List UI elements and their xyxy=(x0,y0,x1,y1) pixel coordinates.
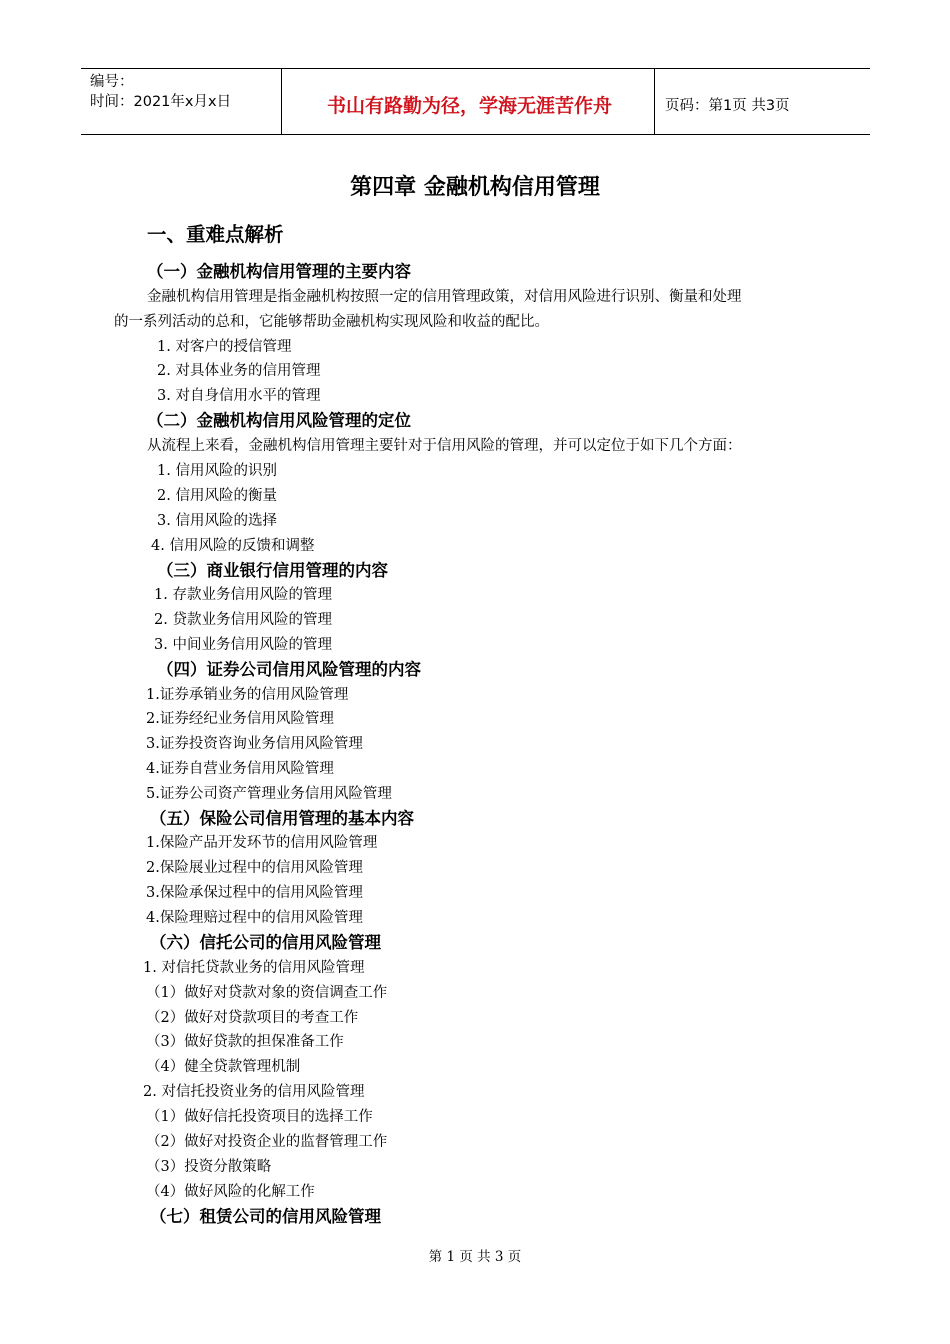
header-divider xyxy=(281,69,282,135)
subsection-heading: （二）金融机构信用风险管理的定位 xyxy=(147,411,411,430)
header-number-label: 编号： xyxy=(90,74,134,90)
list-item: 1. 对信托贷款业务的信用风险管理 xyxy=(143,960,365,976)
list-item: 4. 信用风险的反馈和调整 xyxy=(151,538,315,554)
paragraph-line: 从流程上来看，金融机构信用管理主要针对于信用风险的管理，并可以定位于如下几个方面： xyxy=(147,438,742,454)
subsection-heading: （一）金融机构信用管理的主要内容 xyxy=(147,262,411,281)
list-item: （4）健全贷款管理机制 xyxy=(146,1059,301,1075)
list-item: （3）做好贷款的担保准备工作 xyxy=(146,1034,344,1050)
subsection-heading: （五）保险公司信用管理的基本内容 xyxy=(150,809,414,828)
list-item: 1. 信用风险的识别 xyxy=(157,463,277,479)
list-item: （1）做好对贷款对象的资信调查工作 xyxy=(146,985,388,1001)
list-item: 1. 存款业务信用风险的管理 xyxy=(154,587,332,603)
chapter-title: 第四章 金融机构信用管理 xyxy=(350,175,600,200)
paragraph-line: 的一系列活动的总和，它能够帮助金融机构实现风险和收益的配比。 xyxy=(114,314,549,330)
header-page-info: 页码：第1页 共3页 xyxy=(665,98,790,114)
paragraph-line: 金融机构信用管理是指金融机构按照一定的信用管理政策，对信用风险进行识别、衡量和处理 xyxy=(147,289,742,305)
list-item: （4）做好风险的化解工作 xyxy=(146,1184,315,1200)
page-header xyxy=(81,68,870,135)
list-item: 2. 贷款业务信用风险的管理 xyxy=(154,612,332,628)
list-item: 2. 对信托投资业务的信用风险管理 xyxy=(143,1084,365,1100)
section-heading: 一、重难点解析 xyxy=(147,223,284,246)
header-motto: 书山有路勤为径，学海无涯苦作舟 xyxy=(326,95,612,117)
subsection-heading: （三）商业银行信用管理的内容 xyxy=(157,561,388,580)
list-item: 3. 中间业务信用风险的管理 xyxy=(154,637,332,653)
list-item: 3. 对自身信用水平的管理 xyxy=(157,388,321,404)
header-meta xyxy=(90,72,231,112)
list-item: 4.保险理赔过程中的信用风险管理 xyxy=(146,910,363,926)
list-item: 2. 对具体业务的信用管理 xyxy=(157,363,321,379)
list-item: 3. 信用风险的选择 xyxy=(157,513,277,529)
list-item: 3.证券投资咨询业务信用风险管理 xyxy=(146,736,363,752)
page-footer: 第 1 页 共 3 页 xyxy=(428,1249,522,1265)
list-item: （3）投资分散策略 xyxy=(146,1159,272,1175)
list-item: 1.证券承销业务的信用风险管理 xyxy=(146,687,349,703)
list-item: 1.保险产品开发环节的信用风险管理 xyxy=(146,835,378,851)
header-divider xyxy=(654,69,655,135)
list-item: 3.保险承保过程中的信用风险管理 xyxy=(146,885,363,901)
list-item: 2.证券经纪业务信用风险管理 xyxy=(146,711,334,727)
list-item: （2）做好对投资企业的监督管理工作 xyxy=(146,1134,388,1150)
subsection-heading: （六）信托公司的信用风险管理 xyxy=(150,933,381,952)
list-item: （2）做好对贷款项目的考查工作 xyxy=(146,1010,359,1026)
list-item: 4.证券自营业务信用风险管理 xyxy=(146,761,334,777)
subsection-heading: （七）租赁公司的信用风险管理 xyxy=(150,1207,381,1226)
header-time-label: 时间：2021年x月x日 xyxy=(90,94,232,110)
list-item: 1. 对客户的授信管理 xyxy=(157,339,292,355)
list-item: 5.证券公司资产管理业务信用风险管理 xyxy=(146,786,392,802)
list-item: 2.保险展业过程中的信用风险管理 xyxy=(146,860,363,876)
subsection-heading: （四）证券公司信用风险管理的内容 xyxy=(157,660,421,679)
list-item: （1）做好信托投资项目的选择工作 xyxy=(146,1109,373,1125)
list-item: 2. 信用风险的衡量 xyxy=(157,488,277,504)
